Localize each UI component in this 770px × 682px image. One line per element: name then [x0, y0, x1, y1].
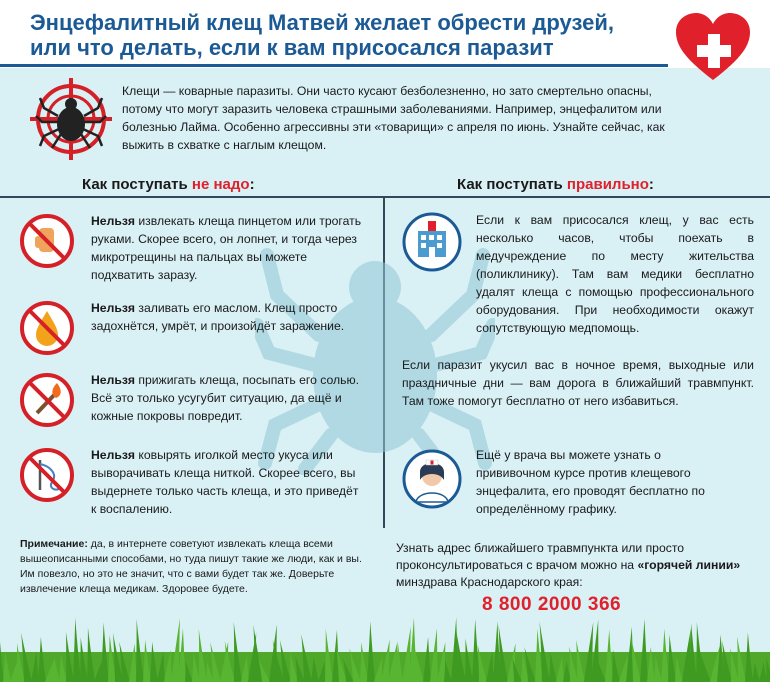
- right-heading-suffix: :: [648, 176, 654, 193]
- note-text: [20, 537, 370, 597]
- left-heading-suffix: :: [249, 176, 255, 193]
- oil-drop-icon: [18, 299, 76, 357]
- prohibition-bold-3: Нельзя: [91, 373, 135, 387]
- header-divider: [0, 64, 668, 67]
- page-title: [30, 10, 614, 60]
- prohibition-bold-1: Нельзя: [91, 214, 135, 228]
- prohibition-bold-4: Нельзя: [91, 448, 135, 462]
- doctor-icon: [402, 448, 462, 510]
- hotline-post: минздрава Краснодарского края:: [396, 575, 583, 589]
- left-heading-prefix: Как поступать: [82, 176, 192, 193]
- right-paragraph-3: Ещё у врача вы можете узнать о прививочном курсе против клещевого энцефалита, его проводят бесплатно по определённому графику.: [476, 448, 705, 516]
- prohibition-text-2: [91, 299, 366, 335]
- title-line-1: Энцефалитный клещ Матвей желает обрести друзей,: [30, 10, 614, 35]
- right-paragraph-2: Если паразит укусил вас в ночное время, выходные или праздничные дни — вам дорога в ближайший травмпункт. Там тоже помогут бесплатно от него избавиться.: [402, 358, 754, 408]
- hotline-pre: Узнать адрес ближайшего травмпункта или просто проконсультироваться с врачом можно на: [396, 541, 685, 572]
- prohibition-desc-1: извлекать клеща пинцетом или трогать руками. Скорее всего, он лопнет, и тогда через микротрещины на пальцах вы можете подхватить заразу.: [91, 214, 362, 282]
- right-heading-prefix: Как поступать: [457, 176, 567, 193]
- prohibition-bold-2: Нельзя: [91, 301, 135, 315]
- prohibition-text-4: [91, 446, 366, 518]
- prohibition-text-3: [91, 371, 366, 425]
- hotline-bold: «горячей линии»: [637, 558, 741, 572]
- left-column-heading: [82, 176, 255, 193]
- prohibition-desc-3: прижигать клеща, посыпать его солью. Всё это только усугубит ситуацию, да ещё и кожные покровы повредит.: [91, 373, 359, 423]
- header: [0, 0, 770, 68]
- tick-crosshair-icon: [28, 76, 114, 162]
- hospital-icon: [402, 211, 462, 273]
- hotline-phone: 8 800 2000 366: [482, 594, 622, 615]
- note-label: Примечание:: [20, 538, 88, 550]
- right-column-heading: [457, 176, 654, 193]
- prohibition-desc-2: заливать его маслом. Клещ просто задохнётся, умрёт, и произойдёт заражение.: [91, 301, 345, 333]
- prohibition-desc-4: ковырять иголкой место укуса или выворачивать клеща ниткой. Скорее всего, вы выдернете только часть клеща, и это приведёт к воспалению.: [91, 448, 359, 516]
- section-divider: [0, 196, 770, 198]
- right-heading-accent: правильно: [566, 176, 649, 193]
- match-fire-icon: [18, 371, 76, 429]
- note-body: да, в интернете советуют извлекать клеща всеми вышеописанными способами, но туда пишут такие же люди, как и вы. Им повезло, но это не значит, что с вами будет так же. Доверьте извлечение клеща медикам. Здоровее будете.: [20, 538, 362, 595]
- left-heading-accent: не надо: [191, 176, 250, 193]
- hand-icon: [18, 212, 76, 270]
- hotline-text: [396, 540, 756, 591]
- right-paragraph-1: Если к вам присосался клещ, у вас есть несколько часов, чтобы поехать в медучреждение по месту жительства (поликлинику). Там вам медики бесплатно удалят клеща с помощью профессионального оборудования. При необходимости окажут сопутствующую медпомощь.: [476, 213, 754, 335]
- title-line-2: или что делать, если к вам присосался паразит: [30, 35, 554, 60]
- grass-decoration: [0, 612, 770, 682]
- heart-cross-icon: [674, 12, 752, 84]
- intro-text: Клещи — коварные паразиты. Они часто кусают безболезненно, но зато смертельно опасны, потому что могут заразить человека страшными заболеваниями. Например, энцефалитом или болезнью Лайма. Особенно агрессивны эти «товарищи» с апреля по июнь. Узнайте сейчас, как выжить в схватке с наглым клещом.: [122, 84, 665, 152]
- prohibition-text-1: [91, 212, 366, 284]
- needle-thread-icon: [18, 446, 76, 504]
